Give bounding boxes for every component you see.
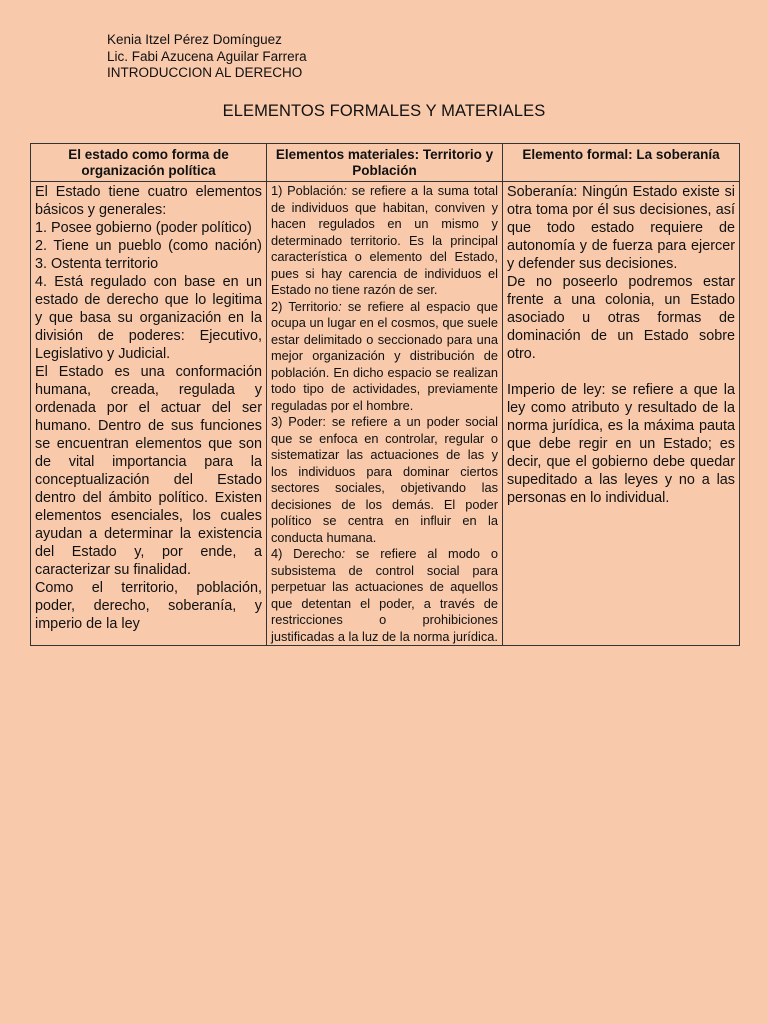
- soberania-paragraph: Soberanía: Ningún Estado existe si otra toma por él sus decisiones, así que todo estado requiere de autonomía y de fuerza para ejercer y defender sus decisiones.: [506, 184, 735, 272]
- item-term: 3) Poder: [270, 414, 323, 429]
- colonia-paragraph: De no poseerlo podremos estar frente a una colonia, un Estado asociado u otras formas de dominación de un Estado sobre otro.: [506, 274, 735, 362]
- estado-paragraph: 4. Está regulado con base en un estado de derecho que lo legitima y que basa su organización en la división de poderes: Ejecutivo, Legislativo y Judicial.: [35, 274, 262, 362]
- item-term: 4) Derecho: [270, 546, 342, 561]
- material-item-derecho: [271, 546, 498, 645]
- document-header: [107, 32, 307, 82]
- estado-paragraph: El Estado tiene cuatro elementos básicos y generales:: [35, 184, 262, 218]
- paragraph-gap: [507, 363, 735, 381]
- cell-estado: [31, 182, 267, 646]
- material-item-territorio: [271, 299, 498, 415]
- item-text: se refiere al modo o subsistema de control social para perpetuar las actuaciones de aquellos que detentan el poder, a través de restricciones o prohibiciones justificadas a la luz de la norma jurídica.: [270, 546, 498, 644]
- estado-paragraph: 1. Posee gobierno (poder político): [35, 220, 252, 236]
- cell-elementos-materiales: [266, 182, 502, 646]
- estado-paragraph: El Estado es una conformación humana, creada, regulada y ordenada por el actuar del ser humano. Dentro de sus funciones se encuentran elementos que son de vital importancia para la conceptualización del Estado dentro del ámbito político. Existen elementos esenciales, los cuales ayudan a determinar la existencia del Estado y, por ende, a caracterizar su finalidad.: [35, 364, 262, 578]
- course-name: INTRODUCCION AL DERECHO: [107, 65, 303, 80]
- imperio-de-ley-paragraph: Imperio de ley: se refiere a que la ley como atributo y resultado de la norma jurídica, es la máxima pauta que debe regir en un Estado; es decir, que el gobierno debe quedar supeditado a las leyes y no a las personas en lo individual.: [506, 382, 735, 506]
- item-sep: :: [341, 546, 346, 561]
- material-item-poblacion: [271, 183, 498, 299]
- item-text: se refiere a un poder social que se enfoca en controlar, regular o sistematizar las actuaciones de las y los individuos para dominar ciertos sectores sociales, objetivando las decisiones de los demás. El poder político se centra en influir en la conducta humana.: [270, 414, 498, 545]
- item-term: 1) Población: [270, 183, 344, 198]
- cell-elemento-formal: [502, 182, 739, 646]
- item-term: 2) Territorio: [270, 298, 339, 314]
- header-elementos-materiales: Elementos materiales: Territorio y Población: [266, 144, 502, 182]
- header-elemento-formal: Elemento formal: La soberanía: [502, 144, 739, 182]
- item-text: se refiere a la suma total de individuos que habitan, conviven y hacen regulados en un mismo y determinado territorio. Es la principal característica o elemento del Estado, pues si hay carencia de individuos el Estado no tiene razón de ser.: [270, 183, 498, 297]
- estado-paragraph: 2. Tiene un pueblo (como nación) 3. Ostenta territorio: [35, 238, 262, 272]
- table-body-row: [31, 182, 740, 646]
- document-title: ELEMENTOS FORMALES Y MATERIALES: [222, 102, 546, 120]
- item-sep: :: [338, 298, 342, 314]
- item-text: se refiere al espacio que ocupa un lugar en el cosmos, que suele estar delimitado o seccionado para una mejor organización y distribución de población. En dicho espacio se realizan todo tipo de actividades, previamente reguladas por el hombre.: [270, 298, 498, 413]
- item-sep: :: [343, 183, 347, 198]
- student-name: Kenia Itzel Pérez Domínguez: [107, 32, 282, 47]
- table-header-row: [31, 144, 740, 182]
- teacher-name: Lic. Fabi Azucena Aguilar Farrera: [107, 48, 307, 64]
- estado-paragraph: Como el territorio, población, poder, derecho, soberanía, y imperio de la ley: [35, 580, 262, 632]
- comparison-table: [30, 143, 740, 646]
- item-sep: :: [322, 414, 326, 429]
- header-estado: El estado como forma de organización política: [31, 144, 267, 182]
- material-item-poder: [271, 414, 498, 546]
